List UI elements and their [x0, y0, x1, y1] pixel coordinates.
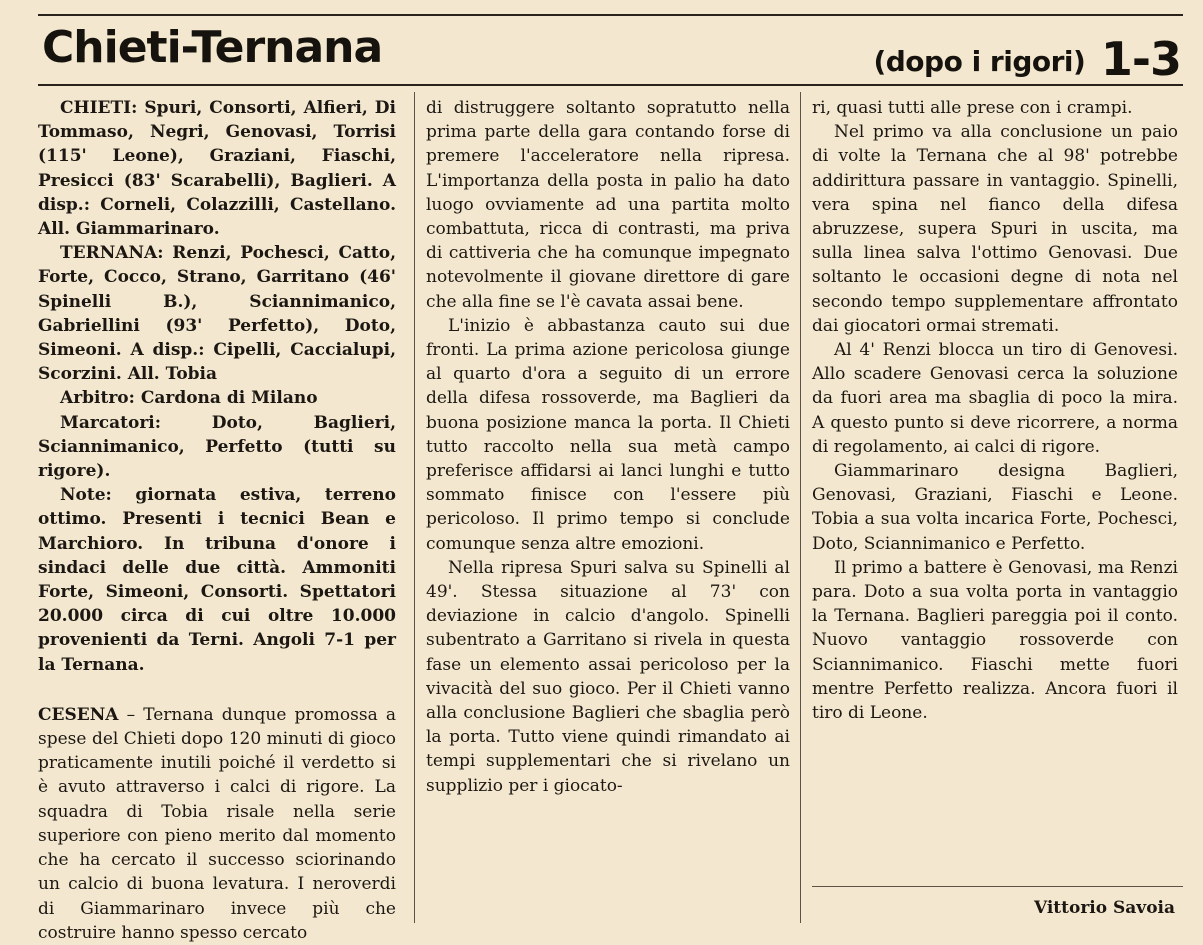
- column-divider: [414, 92, 415, 923]
- notes: Note: giornata estiva, terreno ottimo. Presenti i tecnici Bean e Marchioro. In tribuna d'onore i sindaci delle due città. Ammoniti Forte, Simeoni, Consorti. Spettatori 20.000 circa di cui oltre 10.000 provenienti da Terni. Angoli 7-1 per la Ternana.: [38, 485, 396, 675]
- result-note: (dopo i rigori): [873, 45, 1086, 78]
- match-box: [38, 96, 396, 677]
- paragraph: Al 4' Renzi blocca un tiro di Genovesi. Allo scadere Genovasi cerca la soluzione da fuori area ma sbaglia di poco la mira. A questo punto si deve ricorrere, a norma di regolamento, ai calci di rigore.: [812, 340, 1178, 457]
- top-rule: [38, 14, 1183, 16]
- paragraph: Il primo a battere è Genovasi, ma Renzi para. Doto a sua volta porta in vantaggio la Ternana. Baglieri pareggia poi il conto. Nuovo vantaggio rossoverde con Sciannimanico. Fiaschi mette fuori mentre Perfetto realizza. Ancora fuori il tiro di Leone.: [812, 557, 1178, 724]
- column-1: [38, 96, 396, 945]
- header-rule: [38, 84, 1183, 86]
- column-2: [426, 96, 790, 798]
- lead-text: – Ternana dunque promossa a spese del Chieti dopo 120 minuti di gioco praticamente inutili poiché il verdetto si è avuto attraverso i calci di rigore. La squadra di Tobia risale nella serie superiore con pieno merito dal momento che ha cercato il successo sciorinando un calcio di buona levatura. I neroverdi di Giammarinaro invece più che costruire hanno spesso cercato: [38, 704, 396, 943]
- score: 1-3: [1100, 32, 1181, 86]
- column-3: [812, 96, 1178, 725]
- chieti-lineup: CHIETI: Spuri, Consorti, Alfieri, Di Tommaso, Negri, Genovasi, Torrisi (115' Leone), Graziani, Fiaschi, Presicci (83' Scarabelli), Baglieri. A disp.: Corneli, Colazzilli, Castellano. All. Giammarinaro.: [38, 98, 396, 240]
- paragraph: ri, quasi tutti alle prese con i crampi.: [812, 98, 1133, 118]
- column-divider: [800, 92, 801, 923]
- dateline: CESENA: [38, 704, 119, 725]
- scorers: Marcatori: Doto, Baglieri, Sciannimanico, Perfetto (tutti su rigore).: [38, 412, 396, 482]
- paragraph: Nella ripresa Spuri salva su Spinelli al 49'. Stessa situazione al 73' con deviazione in calcio d'angolo. Spinelli subentrato a Garritano si rivela in questa fase un elemento assai pericoloso per la vivacità del suo gioco. Per il Chieti vanno alla conclusione Baglieri che sbaglia però la porta. Tutto viene quindi rimandato ai tempi supplementari che si rivelano un supplizio per i giocato-: [426, 557, 790, 796]
- paragraph: Nel primo va alla conclusione un paio di volte la Ternana che al 98' potrebbe addirittura passare in vantaggio. Spinelli, vera spina nel fianco della difesa abruzzese, supera Spuri in uscita, ma sulla linea salva l'ottimo Genovasi. Due soltanto le occasioni degne di nota nel secondo tempo supplementare affrontato dai giocatori ormai stremati.: [812, 122, 1178, 336]
- headline: Chieti-Ternana: [42, 22, 383, 73]
- spacer: [38, 677, 396, 703]
- byline-rule: [812, 886, 1183, 887]
- paragraph: Giammarinaro designa Baglieri, Genovasi, Graziani, Fiaschi e Leone. Tobia a sua volta incarica Forte, Pochesci, Doto, Sciannimanico e Perfetto.: [812, 461, 1178, 554]
- paragraph: di distruggere soltanto sopratutto nella prima parte della gara contando forse di premere l'acceleratore nella ripresa. L'importanza della posta in palio ha dato luogo ovviamente ad una partita molto combattuta, ricca di contrasti, ma priva di cattiveria che ha comunque impegnato notevolmente il giovane direttore di gare che alla fine se l'è cavata assai bene.: [426, 98, 790, 312]
- byline: Vittorio Savoia: [1033, 898, 1175, 918]
- article-lead: [38, 703, 396, 945]
- paragraph: L'inizio è abbastanza cauto sui due fronti. La prima azione pericolosa giunge al quarto d'ora a seguito di un errore della difesa rossoverde, ma Baglieri da buona posizione manca la porta. Il Chieti tutto raccolto nella sua metà campo preferisce affidarsi ai lanci lunghi e tutto sommato finisce con l'essere più pericoloso. Il primo tempo si conclude comunque senza altre emozioni.: [426, 315, 790, 554]
- ternana-lineup: TERNANA: Renzi, Pochesci, Catto, Forte, Cocco, Strano, Garritano (46' Spinelli B.), Sciannimanico, Gabriellini (93' Perfetto), Doto, Simeoni. A disp.: Cipelli, Caccialupi, Scorzini. All. Tobia: [38, 243, 396, 385]
- result-header: [873, 32, 1181, 86]
- referee: Arbitro: Cardona di Milano: [60, 388, 318, 409]
